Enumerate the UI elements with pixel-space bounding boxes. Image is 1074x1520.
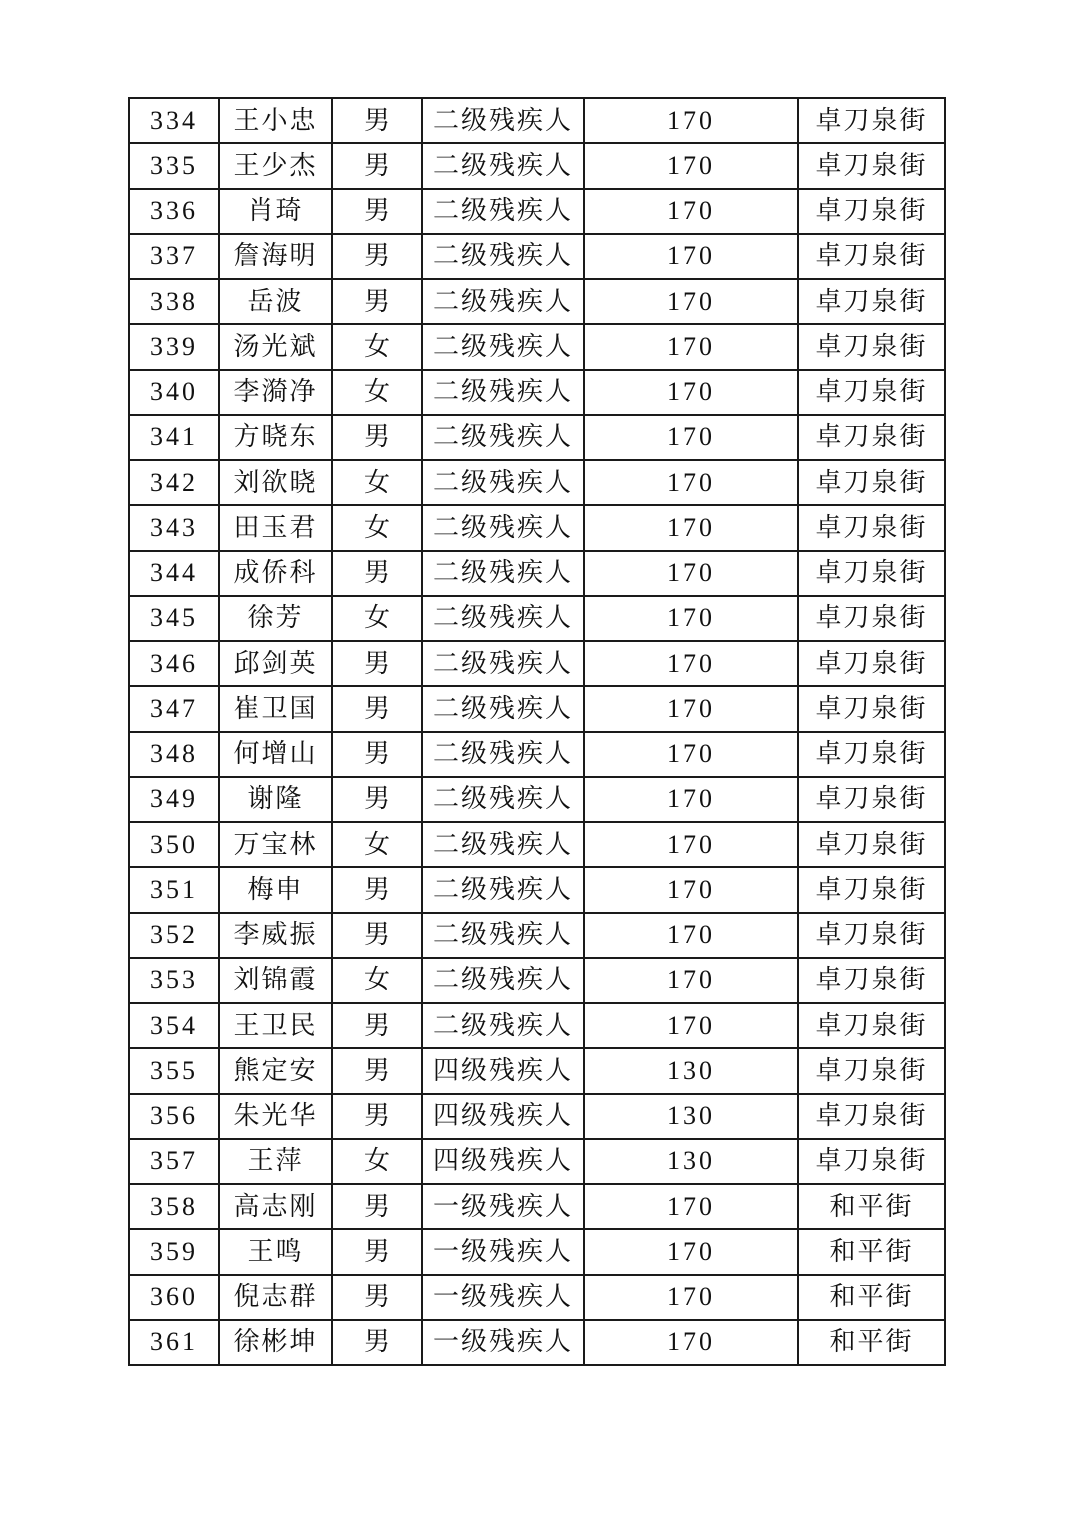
table-row: [129, 234, 945, 279]
street-cell: 卓刀泉街: [798, 1139, 945, 1184]
table-row: [129, 415, 945, 460]
row-number-cell: 350: [129, 822, 219, 867]
street-cell: 卓刀泉街: [798, 686, 945, 731]
row-number-cell: 345: [129, 596, 219, 641]
amount-cell: 130: [584, 1094, 798, 1139]
gender-cell: 女: [332, 324, 422, 369]
name-cell: 谢隆: [219, 777, 332, 822]
gender-cell: 男: [332, 913, 422, 958]
table-row: [129, 913, 945, 958]
amount-cell: 170: [584, 189, 798, 234]
disability-level-cell: 二级残疾人: [422, 460, 584, 505]
gender-cell: 男: [332, 641, 422, 686]
table-row: [129, 460, 945, 505]
name-cell: 王小忠: [219, 98, 332, 143]
amount-cell: 170: [584, 1003, 798, 1048]
street-cell: 和平街: [798, 1320, 945, 1365]
amount-cell: 170: [584, 1184, 798, 1229]
disability-level-cell: 二级残疾人: [422, 189, 584, 234]
table-row: [129, 732, 945, 777]
amount-cell: 170: [584, 913, 798, 958]
street-cell: 卓刀泉街: [798, 1003, 945, 1048]
row-number-cell: 354: [129, 1003, 219, 1048]
amount-cell: 170: [584, 596, 798, 641]
name-cell: 田玉君: [219, 505, 332, 550]
name-cell: 岳波: [219, 279, 332, 324]
table-row: [129, 1275, 945, 1320]
table-row: [129, 279, 945, 324]
amount-cell: 170: [584, 641, 798, 686]
table-row: [129, 1184, 945, 1229]
gender-cell: 女: [332, 596, 422, 641]
table-row: [129, 189, 945, 234]
gender-cell: 男: [332, 189, 422, 234]
name-cell: 詹海明: [219, 234, 332, 279]
street-cell: 卓刀泉街: [798, 505, 945, 550]
row-number-cell: 349: [129, 777, 219, 822]
table-row: [129, 1094, 945, 1139]
row-number-cell: 347: [129, 686, 219, 731]
gender-cell: 男: [332, 551, 422, 596]
name-cell: 方晓东: [219, 415, 332, 460]
amount-cell: 170: [584, 1320, 798, 1365]
gender-cell: 男: [332, 98, 422, 143]
disability-level-cell: 二级残疾人: [422, 867, 584, 912]
street-cell: 卓刀泉街: [798, 867, 945, 912]
table-row: [129, 867, 945, 912]
table-row: [129, 777, 945, 822]
disability-level-cell: 二级残疾人: [422, 822, 584, 867]
name-cell: 王鸣: [219, 1229, 332, 1274]
amount-cell: 170: [584, 370, 798, 415]
row-number-cell: 348: [129, 732, 219, 777]
name-cell: 崔卫国: [219, 686, 332, 731]
table-row: [129, 686, 945, 731]
table-row: [129, 641, 945, 686]
street-cell: 卓刀泉街: [798, 1094, 945, 1139]
table-row: [129, 1139, 945, 1184]
disability-level-cell: 二级残疾人: [422, 686, 584, 731]
gender-cell: 女: [332, 505, 422, 550]
disability-level-cell: 二级残疾人: [422, 777, 584, 822]
gender-cell: 男: [332, 279, 422, 324]
name-cell: 成侨科: [219, 551, 332, 596]
table-row: [129, 551, 945, 596]
row-number-cell: 341: [129, 415, 219, 460]
row-number-cell: 351: [129, 867, 219, 912]
disability-level-cell: 二级残疾人: [422, 415, 584, 460]
disability-level-cell: 四级残疾人: [422, 1048, 584, 1093]
name-cell: 王卫民: [219, 1003, 332, 1048]
street-cell: 卓刀泉街: [798, 460, 945, 505]
amount-cell: 170: [584, 279, 798, 324]
gender-cell: 男: [332, 1184, 422, 1229]
table-body: [129, 98, 945, 1365]
table-row: [129, 98, 945, 143]
street-cell: 卓刀泉街: [798, 143, 945, 188]
street-cell: 卓刀泉街: [798, 415, 945, 460]
disability-level-cell: 一级残疾人: [422, 1229, 584, 1274]
disability-level-cell: 二级残疾人: [422, 143, 584, 188]
disability-level-cell: 二级残疾人: [422, 1003, 584, 1048]
name-cell: 李威振: [219, 913, 332, 958]
disability-level-cell: 一级残疾人: [422, 1184, 584, 1229]
street-cell: 卓刀泉街: [798, 370, 945, 415]
row-number-cell: 338: [129, 279, 219, 324]
gender-cell: 男: [332, 1275, 422, 1320]
amount-cell: 130: [584, 1048, 798, 1093]
disability-level-cell: 四级残疾人: [422, 1094, 584, 1139]
amount-cell: 170: [584, 234, 798, 279]
street-cell: 卓刀泉街: [798, 822, 945, 867]
row-number-cell: 342: [129, 460, 219, 505]
amount-cell: 170: [584, 686, 798, 731]
gender-cell: 女: [332, 1139, 422, 1184]
amount-cell: 170: [584, 460, 798, 505]
table-row: [129, 822, 945, 867]
name-cell: 高志刚: [219, 1184, 332, 1229]
disability-level-cell: 二级残疾人: [422, 596, 584, 641]
row-number-cell: 336: [129, 189, 219, 234]
row-number-cell: 346: [129, 641, 219, 686]
row-number-cell: 357: [129, 1139, 219, 1184]
row-number-cell: 355: [129, 1048, 219, 1093]
name-cell: 汤光斌: [219, 324, 332, 369]
gender-cell: 女: [332, 370, 422, 415]
street-cell: 卓刀泉街: [798, 732, 945, 777]
row-number-cell: 337: [129, 234, 219, 279]
row-number-cell: 335: [129, 143, 219, 188]
row-number-cell: 344: [129, 551, 219, 596]
table-row: [129, 1003, 945, 1048]
gender-cell: 男: [332, 415, 422, 460]
name-cell: 肖琦: [219, 189, 332, 234]
amount-cell: 170: [584, 1275, 798, 1320]
amount-cell: 170: [584, 958, 798, 1003]
amount-cell: 170: [584, 324, 798, 369]
table-row: [129, 324, 945, 369]
disability-level-cell: 二级残疾人: [422, 234, 584, 279]
name-cell: 徐芳: [219, 596, 332, 641]
gender-cell: 男: [332, 686, 422, 731]
row-number-cell: 339: [129, 324, 219, 369]
table-row: [129, 1048, 945, 1093]
street-cell: 卓刀泉街: [798, 324, 945, 369]
name-cell: 朱光华: [219, 1094, 332, 1139]
disability-level-cell: 四级残疾人: [422, 1139, 584, 1184]
amount-cell: 170: [584, 822, 798, 867]
gender-cell: 女: [332, 958, 422, 1003]
amount-cell: 170: [584, 98, 798, 143]
gender-cell: 男: [332, 234, 422, 279]
street-cell: 卓刀泉街: [798, 234, 945, 279]
table-row: [129, 596, 945, 641]
name-cell: 王少杰: [219, 143, 332, 188]
street-cell: 卓刀泉街: [798, 596, 945, 641]
gender-cell: 男: [332, 867, 422, 912]
street-cell: 卓刀泉街: [798, 98, 945, 143]
gender-cell: 女: [332, 460, 422, 505]
street-cell: 卓刀泉街: [798, 551, 945, 596]
name-cell: 刘欲晓: [219, 460, 332, 505]
row-number-cell: 360: [129, 1275, 219, 1320]
disability-level-cell: 一级残疾人: [422, 1320, 584, 1365]
row-number-cell: 353: [129, 958, 219, 1003]
name-cell: 倪志群: [219, 1275, 332, 1320]
amount-cell: 130: [584, 1139, 798, 1184]
row-number-cell: 343: [129, 505, 219, 550]
disability-level-cell: 二级残疾人: [422, 505, 584, 550]
roster-table: [128, 97, 946, 1366]
gender-cell: 男: [332, 1094, 422, 1139]
disability-level-cell: 二级残疾人: [422, 551, 584, 596]
disability-level-cell: 二级残疾人: [422, 958, 584, 1003]
table-row: [129, 143, 945, 188]
gender-cell: 男: [332, 1229, 422, 1274]
row-number-cell: 340: [129, 370, 219, 415]
street-cell: 卓刀泉街: [798, 641, 945, 686]
street-cell: 卓刀泉街: [798, 279, 945, 324]
name-cell: 刘锦霞: [219, 958, 332, 1003]
row-number-cell: 334: [129, 98, 219, 143]
disability-level-cell: 二级残疾人: [422, 324, 584, 369]
street-cell: 和平街: [798, 1184, 945, 1229]
amount-cell: 170: [584, 415, 798, 460]
row-number-cell: 358: [129, 1184, 219, 1229]
row-number-cell: 352: [129, 913, 219, 958]
name-cell: 王萍: [219, 1139, 332, 1184]
name-cell: 万宝林: [219, 822, 332, 867]
gender-cell: 男: [332, 1048, 422, 1093]
row-number-cell: 361: [129, 1320, 219, 1365]
disability-level-cell: 一级残疾人: [422, 1275, 584, 1320]
amount-cell: 170: [584, 732, 798, 777]
street-cell: 卓刀泉街: [798, 1048, 945, 1093]
name-cell: 邱剑英: [219, 641, 332, 686]
table-row: [129, 370, 945, 415]
name-cell: 李漪净: [219, 370, 332, 415]
name-cell: 梅申: [219, 867, 332, 912]
disability-level-cell: 二级残疾人: [422, 732, 584, 777]
amount-cell: 170: [584, 551, 798, 596]
row-number-cell: 359: [129, 1229, 219, 1274]
disability-level-cell: 二级残疾人: [422, 98, 584, 143]
disability-level-cell: 二级残疾人: [422, 370, 584, 415]
name-cell: 徐彬坤: [219, 1320, 332, 1365]
table-row: [129, 1229, 945, 1274]
gender-cell: 男: [332, 143, 422, 188]
amount-cell: 170: [584, 867, 798, 912]
amount-cell: 170: [584, 143, 798, 188]
gender-cell: 男: [332, 1003, 422, 1048]
gender-cell: 男: [332, 1320, 422, 1365]
amount-cell: 170: [584, 777, 798, 822]
disability-level-cell: 二级残疾人: [422, 913, 584, 958]
disability-level-cell: 二级残疾人: [422, 279, 584, 324]
gender-cell: 男: [332, 732, 422, 777]
name-cell: 何增山: [219, 732, 332, 777]
disability-level-cell: 二级残疾人: [422, 641, 584, 686]
street-cell: 卓刀泉街: [798, 189, 945, 234]
name-cell: 熊定安: [219, 1048, 332, 1093]
amount-cell: 170: [584, 1229, 798, 1274]
street-cell: 和平街: [798, 1275, 945, 1320]
street-cell: 和平街: [798, 1229, 945, 1274]
table-row: [129, 958, 945, 1003]
amount-cell: 170: [584, 505, 798, 550]
gender-cell: 女: [332, 822, 422, 867]
table-row: [129, 505, 945, 550]
street-cell: 卓刀泉街: [798, 958, 945, 1003]
street-cell: 卓刀泉街: [798, 777, 945, 822]
table-row: [129, 1320, 945, 1365]
row-number-cell: 356: [129, 1094, 219, 1139]
street-cell: 卓刀泉街: [798, 913, 945, 958]
gender-cell: 男: [332, 777, 422, 822]
